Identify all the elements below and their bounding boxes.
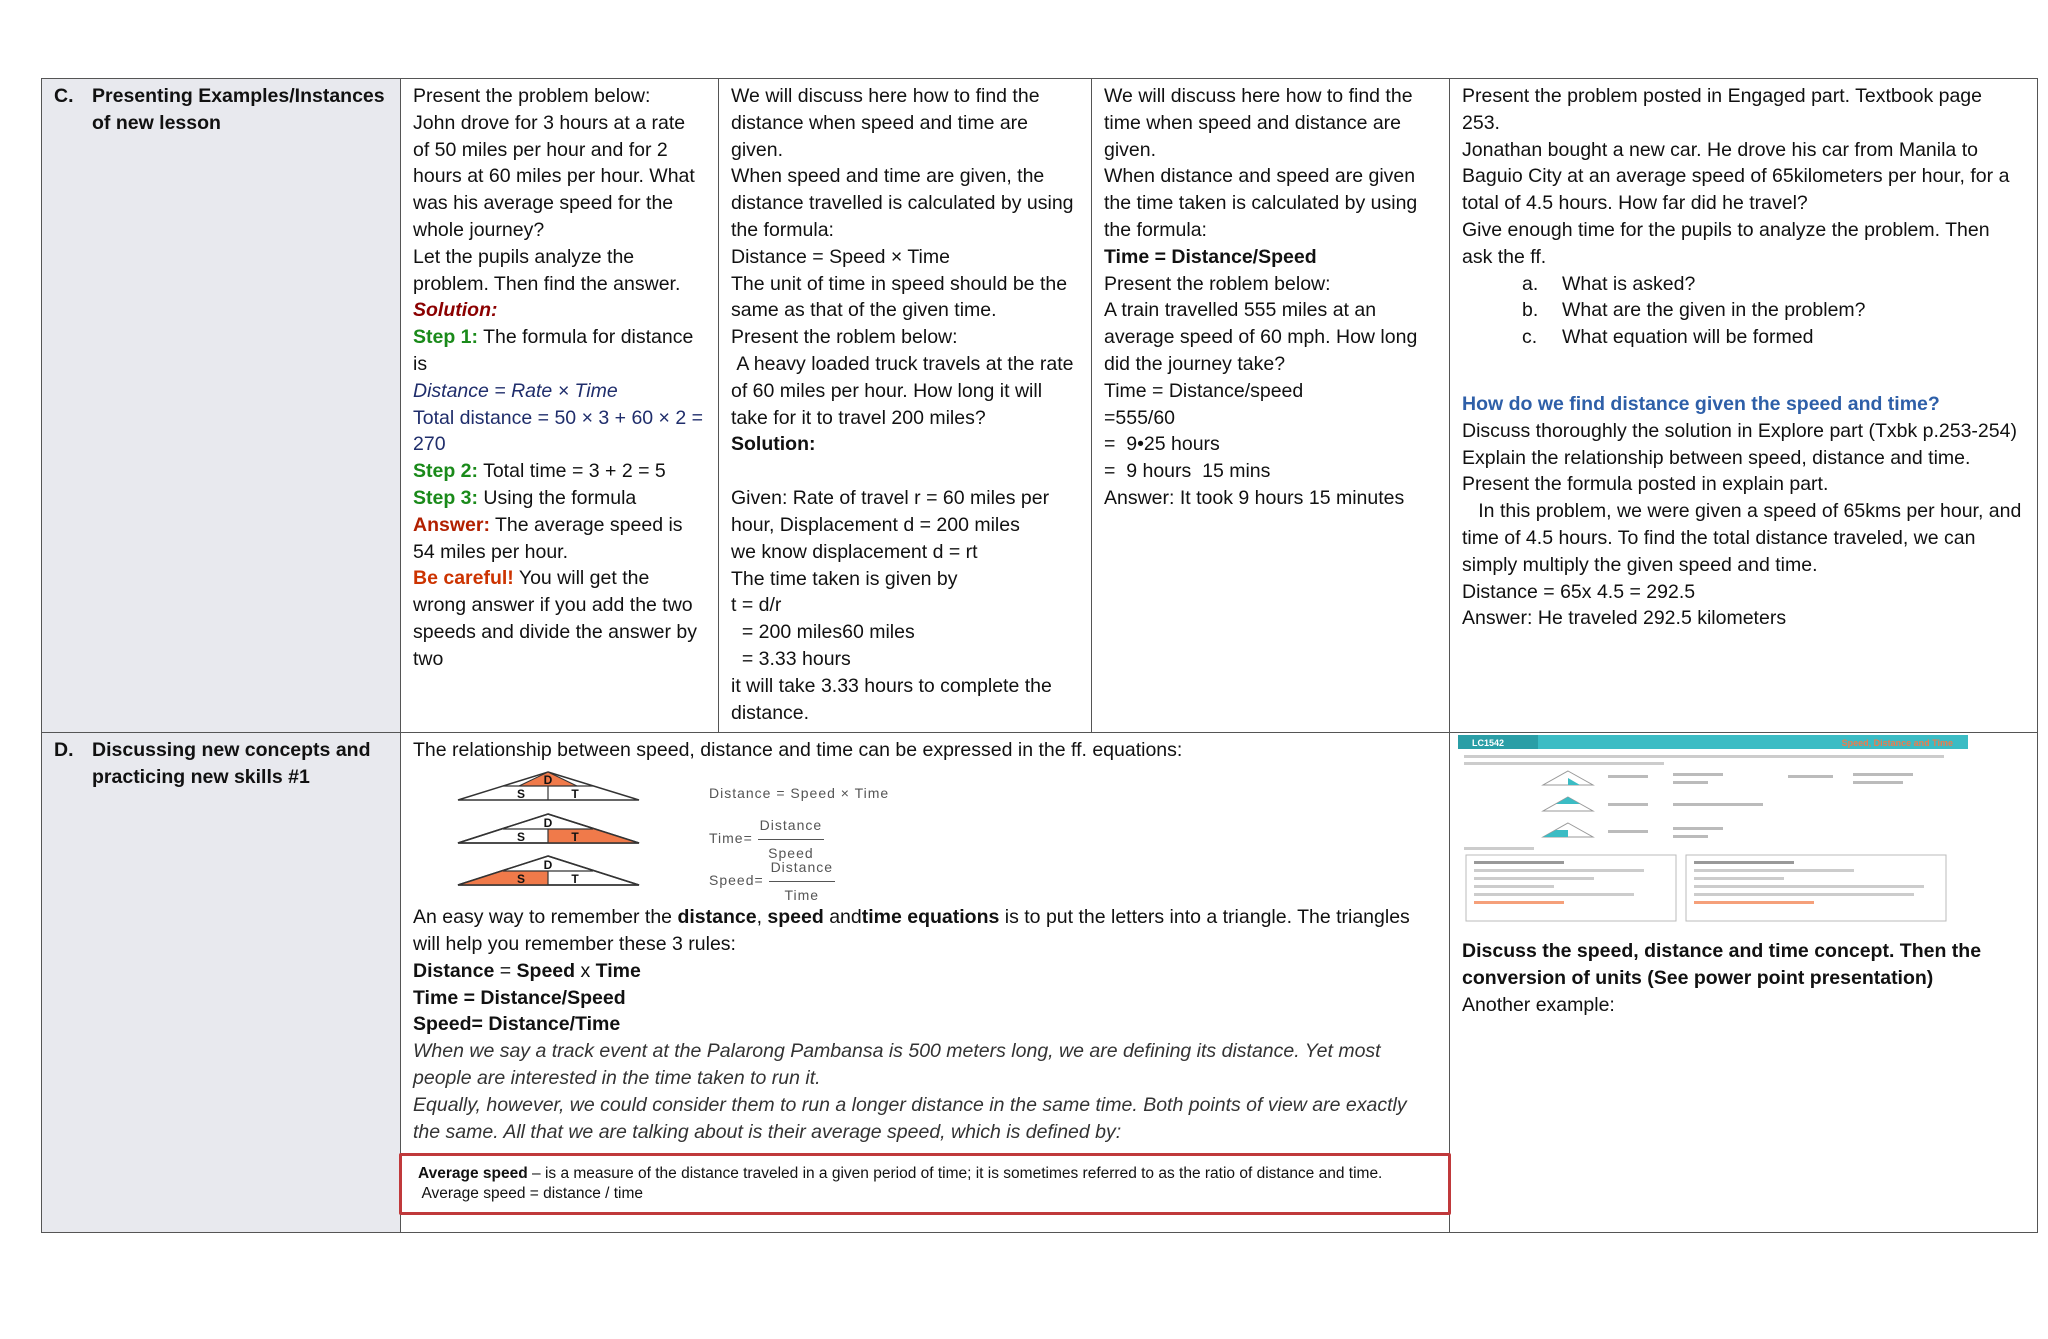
slide-thumbnail-svg <box>1458 735 1968 930</box>
c1-line: Present the problem below: <box>413 85 651 107</box>
careful-label: Be careful! <box>413 567 514 590</box>
row-d-label-cell <box>42 733 401 1233</box>
c1-answer <box>413 512 706 566</box>
c2-line: we know displacement d = rt <box>731 540 978 563</box>
row-c-col2 <box>719 79 1092 733</box>
row-d-letter: D. <box>54 739 74 762</box>
thumb-triangles <box>1543 771 1593 837</box>
c3-formula: Time = Distance/Speed <box>1104 245 1317 268</box>
d-right-line: Discuss the speed, distance and time concept. Then the conversion of units (See power point presentation) <box>1462 940 1982 990</box>
c3-problem: A train travelled 555 miles at an average speed of 60 mph. How long did the journey take? <box>1104 299 1418 375</box>
c2-line: Present the roblem below: <box>731 326 958 349</box>
c3-line: = 9 hours 15 mins <box>1104 460 1271 483</box>
c4-line: Present the formula posted in explain part. <box>1462 473 1829 496</box>
c3-line: =555/60 <box>1104 406 1176 429</box>
step2-text: Total time = 3 + 2 = 5 <box>478 460 666 483</box>
row-c-letter: C. <box>54 85 74 107</box>
c2-line: Distance = Speed × Time <box>731 245 950 268</box>
step3-text: Using the formula <box>478 486 637 509</box>
step2-label: Step 2: <box>413 460 479 483</box>
d-italic-para: Equally, however, we could consider them to run a longer distance in the same time. Both points of view are exactly the same. All that we are talking about is their average speed, which is defined by: <box>413 1093 1407 1143</box>
step1-label: Step 1: <box>413 326 479 349</box>
row-c-label: Presenting Examples/Instances of new lesson <box>92 85 385 134</box>
c1-step3 <box>413 485 706 512</box>
c3-line: = 9•25 hours <box>1104 433 1220 456</box>
eq-time: Time= $\frac{\text{Distance}}{\text{Speed}}$ <box>709 812 824 867</box>
triangle-diagram <box>413 770 1437 903</box>
c4-question-heading: How do we find distance given the speed and time? <box>1462 392 1940 415</box>
thumb-code: LC1542 <box>1472 738 1505 749</box>
list-item: a. What is asked? <box>1522 272 1696 295</box>
slide-thumbnail <box>1458 735 1968 930</box>
c2-line: The unit of time in speed should be the same as that of the given time. <box>731 272 1068 322</box>
answer-text: The average speed is 54 miles per hour. <box>413 513 683 563</box>
lesson-plan-table <box>41 78 2038 1233</box>
row-c-col3 <box>1092 79 1450 733</box>
c3-answer: Answer: It took 9 hours 15 minutes <box>1104 486 1405 509</box>
c3-line: Time = Distance/speed <box>1104 379 1304 402</box>
d-rule2: Time = Distance/Speed <box>413 986 626 1009</box>
answer-label: Answer: <box>413 513 490 536</box>
def-formula: Average speed = distance / time <box>418 1185 644 1203</box>
row-c <box>42 79 2038 733</box>
d-rule3: Speed= Distance/Time <box>413 1013 621 1036</box>
c1-step2 <box>413 458 706 485</box>
c4-problem: Jonathan bought a new car. He drove his car from Manila to Baguio City at an average speed of 65kilometers per hour, for a total of 4.5 hours. How far did he travel? <box>1462 138 2010 215</box>
c1-step1 <box>413 324 706 378</box>
average-speed-definition-box <box>399 1153 1451 1215</box>
tri2-s: S <box>516 830 526 845</box>
c1-careful <box>413 565 706 672</box>
row-d-main <box>401 733 1450 1233</box>
row-c-col1 <box>401 79 719 733</box>
c4-line: Explain the relationship between speed, distance and time. <box>1462 446 1971 469</box>
row-d-label: Discussing new concepts and practicing new skills #1 <box>92 739 371 789</box>
tri3-t: T <box>571 872 579 887</box>
thumb-title: Speed, Distance and Time <box>1841 738 1953 749</box>
def-text: – is a measure of the distance traveled in a given period of time; it is sometimes referred to as the ratio of distance and time. <box>527 1165 1383 1183</box>
d-intro: The relationship between speed, distance and time can be expressed in the ff. equations: <box>413 739 1183 762</box>
c2-line: When speed and time are given, the distance travelled is calculated by using the formula: <box>731 165 1074 241</box>
tri2-t: T <box>571 830 579 845</box>
list-item: c. What equation will be formed <box>1522 326 1814 349</box>
d-easy-way: An easy way to remember the distance, speed andtime equations is to put the letters into a triangle. The triangles will help you remember these 3 rules: <box>413 906 1410 955</box>
c2-line: Given: Rate of travel r = 60 miles per hour, Displacement d = 200 miles <box>731 487 1050 536</box>
d-right-line: Another example: <box>1462 993 1615 1016</box>
c4-line: In this problem, we were given a speed of 65kms per hour, and time of 4.5 hours. To find the total distance traveled, we can simply multiply the given speed and time. <box>1462 500 2027 576</box>
c4-question-list <box>1462 271 2025 351</box>
c4-answer: Answer: He traveled 292.5 kilometers <box>1462 607 1787 630</box>
c2-line: = 200 miles60 miles <box>731 621 915 644</box>
c1-formula: Distance = Rate × Time <box>413 379 618 402</box>
row-d-right <box>1450 733 2038 1233</box>
c4-line: Present the problem posted in Engaged part. Textbook page 253. <box>1462 85 1982 134</box>
c2-line: t = d/r <box>731 594 782 617</box>
c1-solution-label: Solution: <box>413 299 498 322</box>
tri1-d: D <box>543 773 553 788</box>
d-italic-para: When we say a track event at the Palarong Pambansa is 500 meters long, we are defining its distance. Yet most people are interested in the time taken to run it. <box>413 1040 1381 1089</box>
step3-label: Step 3: <box>413 486 479 509</box>
c1-problem: John drove for 3 hours at a rate of 50 miles per hour and for 2 hours at 60 miles per hour. What was his average speed for the whole journey? <box>413 111 695 241</box>
c2-line: We will discuss here how to find the distance when speed and time are given. <box>731 85 1040 161</box>
c3-line: Present the roblem below: <box>1104 272 1331 295</box>
c1-total: Total distance = 50 × 3 + 60 × 2 = 270 <box>413 406 704 456</box>
eq-speed: Speed= $\frac{\text{Distance}}{\text{Time}}$ <box>709 854 835 909</box>
row-c-col4 <box>1450 79 2038 733</box>
careful-text: You will get the wrong answer if you add the two speeds and divide the answer by two <box>413 567 698 670</box>
c3-line: When distance and speed are given the time taken is calculated by using the formula: <box>1104 165 1418 241</box>
d-rule1: Distance = Speed x Time <box>413 959 641 982</box>
def-term: Average speed <box>418 1165 528 1183</box>
tri2-d: D <box>543 816 553 831</box>
tri3-s: S <box>516 872 526 887</box>
c1-line: Let the pupils analyze the problem. Then find the answer. <box>413 245 681 295</box>
c4-line: Discuss thoroughly the solution in Explore part (Txbk p.253-254) <box>1462 419 2017 442</box>
tri1-s: S <box>516 787 526 802</box>
tri1-t: T <box>571 787 579 802</box>
c4-line: Distance = 65x 4.5 = 292.5 <box>1462 580 1696 603</box>
c2-solution-label: Solution: <box>731 433 816 456</box>
c2-problem: A heavy loaded truck travels at the rate of 60 miles per hour. How long it will take for it to travel 200 miles? <box>731 352 1079 429</box>
eq-distance: Distance = Speed × Time <box>709 785 890 802</box>
row-c-label-cell <box>42 79 401 733</box>
c3-line: We will discuss here how to find the time when speed and distance are given. <box>1104 85 1413 161</box>
c2-line: The time taken is given by <box>731 567 958 590</box>
c4-line: Give enough time for the pupils to analyze the problem. Then ask the ff. <box>1462 218 1990 268</box>
list-item: b. What are the given in the problem? <box>1522 299 1866 322</box>
tri3-d: D <box>543 858 553 873</box>
step1-text: The formula for distance is <box>413 326 694 375</box>
c2-line: = 3.33 hours <box>731 647 851 670</box>
row-d <box>42 733 2038 1233</box>
c2-line: it will take 3.33 hours to complete the distance. <box>731 674 1052 724</box>
